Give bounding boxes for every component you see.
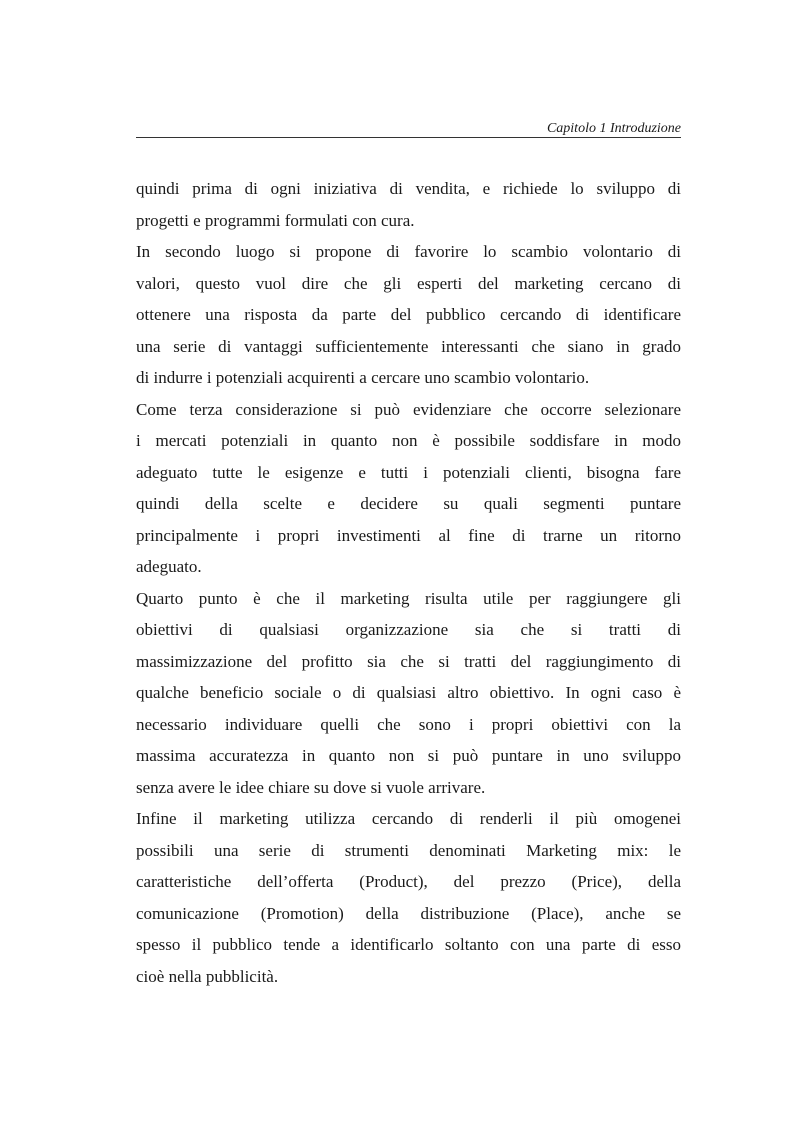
text-line: Infine il marketing utilizza cercando di renderli il più omogenei: [136, 809, 681, 828]
text-line: quindi prima di ogni iniziativa di vendita, e richiede lo sviluppo di: [136, 179, 681, 198]
text-line: cioè nella pubblicità.: [136, 966, 279, 986]
text-line: possibili una serie di strumenti denominati Marketing mix: le: [136, 840, 681, 860]
text-line: In secondo luogo si propone di favorire lo scambio volontario di: [136, 242, 681, 261]
text-line: necessario individuare quelli che sono i propri obiettivi con la: [136, 714, 681, 734]
body-text: [136, 173, 681, 992]
text-line: di indurre i potenziali acquirenti a cercare uno scambio volontario.: [136, 368, 590, 387]
text-line: spesso il pubblico tende a identificarlo soltanto con una parte di esso: [136, 935, 681, 954]
text-line: i mercati potenziali in quanto non è possibile soddisfare in modo: [136, 431, 681, 450]
text-line: adeguato tutte le esigenze e tutti i potenziali clienti, bisogna fare: [136, 462, 681, 482]
text-line: massima accuratezza in quanto non si può puntare in uno sviluppo: [136, 746, 681, 765]
text-line: caratteristiche dell’offerta (Product), del prezzo (Price), della: [136, 872, 681, 891]
text-line: Quarto punto è che il marketing risulta utile per raggiungere gli: [136, 588, 681, 608]
text-line: principalmente i propri investimenti al fine di trarne un ritorno: [136, 525, 681, 545]
text-line: valori, questo vuol dire che gli esperti del marketing cercano di: [136, 273, 681, 293]
text-line: obiettivi di qualsiasi organizzazione sia che si tratti di: [136, 620, 681, 639]
text-line: una serie di vantaggi sufficientemente interessanti che siano in grado: [136, 336, 681, 356]
text-line: massimizzazione del profitto sia che si tratti del raggiungimento di: [136, 651, 681, 671]
text-line: qualche beneficio sociale o di qualsiasi altro obiettivo. In ogni caso è: [136, 683, 681, 702]
text-line: adeguato.: [136, 557, 202, 576]
text-line: senza avere le idee chiare su dove si vuole arrivare.: [136, 777, 486, 797]
text-line: ottenere una risposta da parte del pubblico cercando di identificare: [136, 305, 681, 324]
text-line: quindi della scelte e decidere su quali segmenti puntare: [136, 494, 681, 513]
text-line: progetti e programmi formulati con cura.: [136, 210, 415, 230]
text-line: comunicazione (Promotion) della distribuzione (Place), anche se: [136, 903, 681, 923]
text-line: Come terza considerazione si può evidenziare che occorre selezionare: [136, 399, 681, 419]
page-header: [136, 121, 681, 138]
running-head: Capitolo 1 Introduzione: [546, 121, 681, 136]
